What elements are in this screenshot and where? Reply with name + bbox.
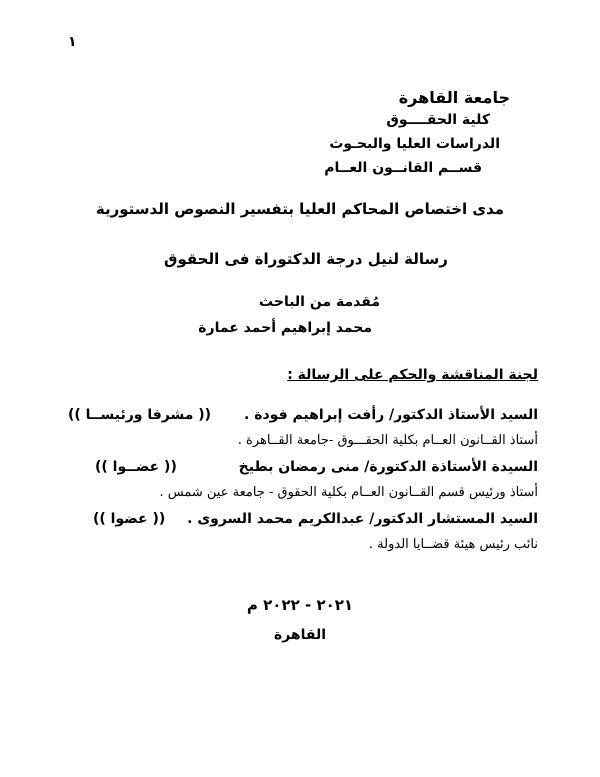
committee-member-role: (( عضوا )) <box>93 511 166 527</box>
department-graduate: الدراسات العليا والبحـوث <box>329 136 500 152</box>
thesis-subtitle: رسالة لنيل درجة الدكتوراة فى الحقوق <box>164 250 448 268</box>
committee-member-role: (( عضــوا )) <box>95 459 177 475</box>
committee-member-description: أستاذ ورئيس قسم القــانون العــام بكلية الحقوق - جامعة عين شمس . <box>159 485 538 500</box>
faculty-name: كلية الحقــــوق <box>386 112 490 128</box>
academic-year: ٢٠٢١ - ٢٠٢٢ م <box>246 596 354 614</box>
city-name: القاهرة <box>273 627 327 643</box>
department-law: قســم القانــون العــام <box>324 160 482 176</box>
committee-heading: لجنة المناقشة والحكم على الرسالة : <box>287 367 538 383</box>
committee-member-role: (( مشرفا ورئيســا )) <box>68 407 212 423</box>
university-name: جامعة القاهرة <box>398 88 510 107</box>
page-number: ١ <box>68 34 77 50</box>
committee-member-name: السيد المستشار الدكتور/ عبدالكريم محمد السروى . <box>187 511 538 527</box>
committee-member-description: نائب رئيس هيئة قضــايا الدولة . <box>368 537 538 552</box>
committee-member-name: السيد الأستاذ الدكتور/ رأفت إبراهيم فودة . <box>244 407 538 423</box>
committee-member-description: أستاذ القــانون العــام بكلية الحقـــوق -جامعة القــاهرة . <box>237 433 538 448</box>
researcher-name: محمد إبراهيم أحمد عمارة <box>198 320 372 336</box>
committee-member-name: السيدة الأستاذة الدكتورة/ منى رمضان بطيخ <box>238 459 538 475</box>
presented-by-label: مُقدمة من الباحث <box>259 294 380 310</box>
thesis-title: مدى اختصاص المحاكم العليا بتفسير النصوص الدستورية <box>95 200 505 218</box>
